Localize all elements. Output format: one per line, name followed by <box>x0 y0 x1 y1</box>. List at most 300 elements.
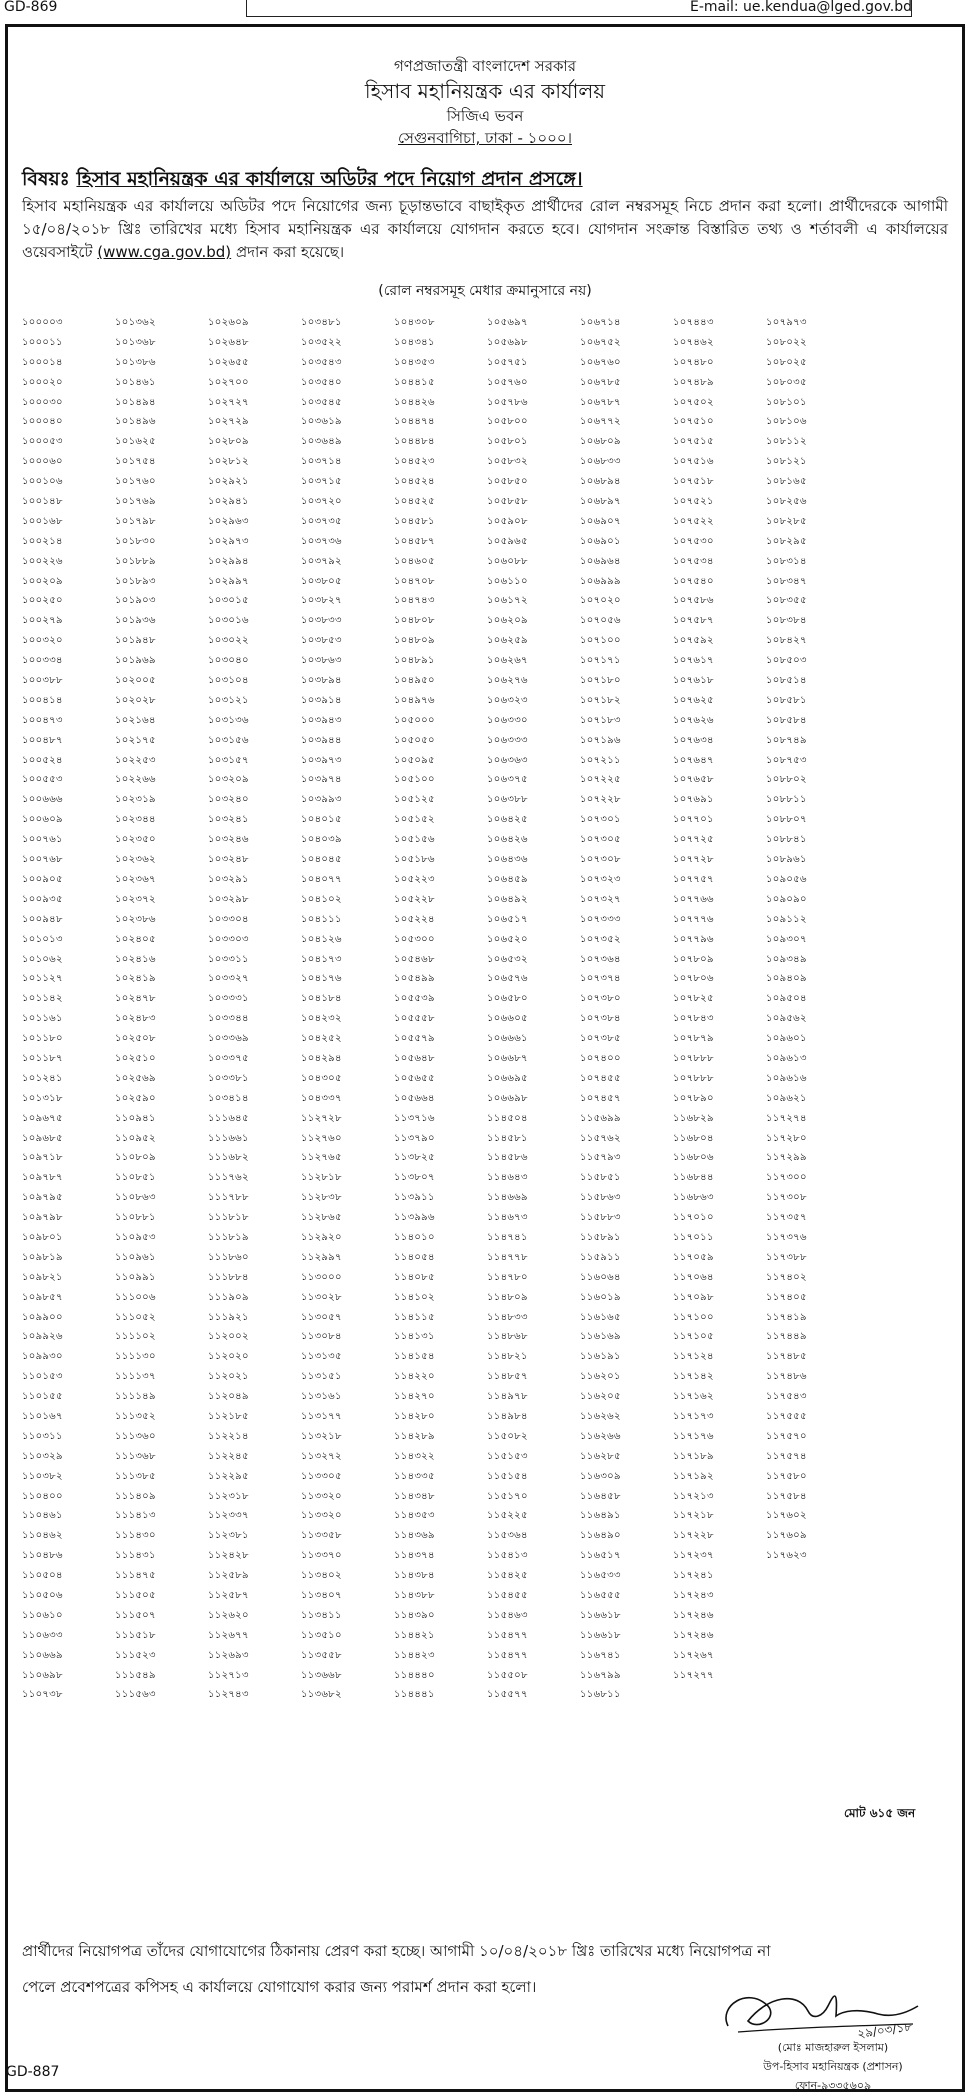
roll-number: ১০৪৮৯১ <box>394 655 435 667</box>
roll-number: ১১৭৩৭৬ <box>766 1231 807 1243</box>
roll-number: ১১১৪১৩ <box>115 1510 156 1522</box>
roll-number: ১০৪০৪৫ <box>301 854 342 866</box>
roll-number: ১১৫১৭০ <box>487 1490 528 1502</box>
roll-number: ১১১৩৬৮ <box>115 1450 156 1462</box>
roll-number: ১০১১২৭ <box>22 973 63 985</box>
roll-number: ১১০৮০৯ <box>115 1152 156 1164</box>
roll-number: ১০৫২২৩ <box>394 873 435 885</box>
roll-number: ১০৭৬৫৮ <box>673 774 714 786</box>
roll-number: ১০০০২০ <box>22 376 63 388</box>
roll-number: ১০০০১৪ <box>22 356 63 368</box>
roll-number: ১০৩৯৯৩ <box>301 794 342 806</box>
roll-number: ১০৬৫৭৬ <box>487 973 528 985</box>
roll-number: ১০৭৬৩৪ <box>673 734 714 746</box>
roll-number: ১০৭১৮২ <box>580 694 621 706</box>
roll-number <box>766 1626 859 1646</box>
roll-number: ১১০৪৬২ <box>22 1530 63 1542</box>
roll-number: ১০৫০৯৫ <box>394 754 435 766</box>
body-paragraph <box>22 195 948 264</box>
roll-number: ১০৭১০০ <box>580 635 621 647</box>
roll-number: ১১২২৪৫ <box>208 1450 249 1462</box>
roll-number: ১০৩৯১৪ <box>301 694 342 706</box>
roll-number: ১১৭২১৩ <box>673 1490 714 1502</box>
roll-number: ১১৩১৩৫ <box>301 1351 342 1363</box>
roll-number: ১০৩৩৩১ <box>208 993 249 1005</box>
roll-number: ১০২৮০৯ <box>208 436 249 448</box>
roll-number: ১০৪৫৮৭ <box>394 535 435 547</box>
roll-number: ১০৭৭০১ <box>673 814 714 826</box>
signature-block <box>708 2002 958 2095</box>
roll-number: ১০৯৫০৪ <box>766 993 807 1005</box>
roll-number: ১০৫৮০১ <box>487 436 528 448</box>
roll-number: ১০৫২২৪ <box>394 913 435 925</box>
roll-number: ১১০৩২৯ <box>22 1450 63 1462</box>
roll-number: ১১৭৫৮০ <box>766 1470 807 1482</box>
roll-number: ১০৩৩০৪ <box>208 913 249 925</box>
roll-number: ১১৭২৪৬ <box>673 1629 714 1641</box>
roll-number: ১০৪৯৫০ <box>394 675 435 687</box>
roll-number: ১০২৪৭৮ <box>115 993 156 1005</box>
roll-number: ১১২৩৮১ <box>208 1530 249 1542</box>
roll-number: ১০৫১৫২ <box>394 814 435 826</box>
roll-number: ১০৪৩৩৭ <box>301 1092 342 1104</box>
roll-number: ১০৮৩৫৫ <box>766 595 807 607</box>
roll-column <box>673 313 766 1705</box>
roll-number: ১১৬১৬৫ <box>580 1311 621 1323</box>
header-address: সেগুনবাগিচা, ঢাকা - ১০০০। <box>397 129 573 147</box>
roll-number: ১১৩৩৭০ <box>301 1550 342 1562</box>
roll-number: ১০০২৭৯ <box>22 615 63 627</box>
roll-number: ১১২৬২০ <box>208 1609 249 1621</box>
roll-number: ১০৪৪১৫ <box>394 376 435 388</box>
roll-number: ১০৭৩৬৪ <box>580 953 621 965</box>
roll-number: ১১৪২৮৯ <box>394 1430 435 1442</box>
roll-number: ১১৭২৪১ <box>673 1570 714 1582</box>
roll-number: ১০২৯৯৭ <box>208 575 249 587</box>
roll-number: ১১৩৬৬৮ <box>301 1669 342 1681</box>
roll-number: ১১৬৭৯৯ <box>580 1669 621 1681</box>
roll-number: ১০৪৫২৪ <box>394 476 435 488</box>
roll-number: ১০২৪১৬ <box>115 953 156 965</box>
roll-number: ১১১৪৩০ <box>115 1530 156 1542</box>
roll-number: ১০২৪১৯ <box>115 973 156 985</box>
roll-number: ১০৭৩০১ <box>580 814 621 826</box>
roll-number: ১০৪২৫২ <box>301 1033 342 1045</box>
roll-number: ১০৬৩৮৮ <box>487 794 528 806</box>
roll-number: ১১৪৯৮৪ <box>487 1410 528 1422</box>
roll-number: ১১৬৩০৯ <box>580 1470 621 1482</box>
roll-number: ১০৪১৭৬ <box>301 973 342 985</box>
roll-number: ১০৫৯০৮ <box>487 515 528 527</box>
roll-number: ১০৬৯৬৪ <box>580 555 621 567</box>
roll-number: ১১৪১১৫ <box>394 1311 435 1323</box>
roll-number: ১০৭৭২৮ <box>673 854 714 866</box>
roll-number: ১১৩৪০২ <box>301 1570 342 1582</box>
roll-number: ১০৭৫৯২ <box>673 635 714 647</box>
roll-number: ১০২৫৬৯ <box>115 1072 156 1084</box>
roll-number: ১০৬১৭২ <box>487 595 528 607</box>
roll-number: ১০১৮৯৩ <box>115 575 156 587</box>
roll-number: ১১৬২৬৬ <box>580 1430 621 1442</box>
roll-number: ১০৭৩২৭ <box>580 893 621 905</box>
roll-number: ১০১১৮৭ <box>22 1052 63 1064</box>
roll-number: ১০৩৩৪৪ <box>208 1013 249 1025</box>
roll-number: ১০৭৩২৩ <box>580 873 621 885</box>
roll-number: ১০৩৮৫৩ <box>301 635 342 647</box>
roll-number: ১০৯৮৫৭ <box>22 1291 63 1303</box>
roll-number: ১০৭৬১৭ <box>673 655 714 667</box>
roll-number: ১০৯৮১৯ <box>22 1251 63 1263</box>
roll-number: ১০৬৩৭৫ <box>487 774 528 786</box>
roll-number: ১০৭১৮০ <box>580 675 621 687</box>
roll-number: ১১৭২৯৯ <box>766 1152 807 1164</box>
roll-number: ১০৮০২৫ <box>766 356 807 368</box>
roll-number: ১০১৭৬৯ <box>115 496 156 508</box>
roll-number: ১০৩৮৯৪ <box>301 675 342 687</box>
roll-number: ১০০৭৬৮ <box>22 854 63 866</box>
order-note: (রোল নম্বরসমূহ মেধার ক্রমানুসারে নয়) <box>378 283 592 299</box>
roll-number: ১১৪১০২ <box>394 1291 435 1303</box>
roll-number: ১০৩৫২২ <box>301 336 342 348</box>
roll-number: ১০৩৩৭৫ <box>208 1052 249 1064</box>
roll-number: ১০২১৭৫ <box>115 734 156 746</box>
header-building: সিজিএ ভবন <box>446 107 524 125</box>
roll-number: ১১৭৫৭৪ <box>766 1450 807 1462</box>
roll-number: ১০২৯৪১ <box>208 496 249 508</box>
roll-number: ১০১৩৬২ <box>115 317 156 328</box>
roll-number: ১১৪২২০ <box>394 1371 435 1383</box>
roll-number: ১০১৩১৮ <box>22 1092 63 1104</box>
roll-number: ১০৯৩৪৯ <box>766 953 807 965</box>
roll-number: ১০৪৫২৩ <box>394 456 435 468</box>
roll-number: ১০৩২৯৮ <box>208 893 249 905</box>
roll-number: ১১৪০১০ <box>394 1231 435 1243</box>
roll-number: ১০১৭৬০ <box>115 476 156 488</box>
roll-number: ১১৩৫৫৮ <box>301 1649 342 1661</box>
roll-number: ১১৪৩২২ <box>394 1450 435 1462</box>
roll-number: ১০১৬২৫ <box>115 436 156 448</box>
roll-number: ১০৩৮২৭ <box>301 595 342 607</box>
subject-label: বিষয়ঃ <box>22 168 70 190</box>
roll-number: ১০৭৫০২ <box>673 396 714 408</box>
roll-number: ১১৭৪১৯ <box>766 1311 807 1323</box>
roll-number: ১০৯৯৩০ <box>22 1351 63 1363</box>
roll-number: ১১৩৮২৫ <box>394 1152 435 1164</box>
subject-text: হিসাব মহানিয়ন্ত্রক এর কার্যালয়ে অডিটর পদে নিয়োগ প্রদান প্রসঙ্গে। <box>76 168 583 190</box>
roll-column <box>394 313 487 1705</box>
roll-number: ১০০৪৭৩ <box>22 714 63 726</box>
roll-number: ১০৭২২৫ <box>580 774 621 786</box>
roll-number: ১০৮৫৮৪ <box>766 714 807 726</box>
roll-number: ১০১৪৯৬ <box>115 416 156 428</box>
roll-number: ১০৮৮০৭ <box>766 814 807 826</box>
roll-number: ১১৭২২৮ <box>673 1530 714 1542</box>
roll-number: ১১২৮৬৫ <box>301 1212 342 1224</box>
roll-number: ১১৫৯১১ <box>580 1251 621 1263</box>
roll-number: ১০৪২৩২ <box>301 1013 342 1025</box>
roll-number: ১০৩৮৩৩ <box>301 615 342 627</box>
roll-number: ১০৮২৮৫ <box>766 515 807 527</box>
roll-number: ১০৫৮০০ <box>487 416 528 428</box>
roll-number: ১০১৩৮৬ <box>115 356 156 368</box>
roll-number <box>766 1606 859 1626</box>
roll-number: ১০৬৯০১ <box>580 535 621 547</box>
roll-number: ১১৭২৪৩ <box>673 1590 714 1601</box>
header-office: হিসাব মহানিয়ন্ত্রক এর কার্যালয় <box>364 79 606 103</box>
roll-number: ১০৭০৫৬ <box>580 615 621 627</box>
roll-number: ১১১৮৮৪ <box>208 1271 249 1283</box>
roll-number: ১১১৪০৯ <box>115 1490 156 1502</box>
roll-number: ১১৩৯১১ <box>394 1192 435 1204</box>
roll-number: ১১৩২১৮ <box>301 1430 342 1442</box>
roll-number: ১০৫১০০ <box>394 774 435 786</box>
roll-number: ১০৮২৫৬ <box>766 496 807 508</box>
footer-line-2: পেলে প্রবেশপত্রের কপিসহ এ কার্যালয়ে যোগাযোগ করার জন্য পরামর্শ প্রদান করা হলো। <box>22 1978 537 1996</box>
roll-number: ১১০৮৬৩ <box>115 1192 156 1204</box>
roll-number: ১০৪১০২ <box>301 893 342 905</box>
roll-number: ১০২১৬৪ <box>115 714 156 726</box>
roll-number: ১১৪১৫৪ <box>394 1351 435 1363</box>
roll-number: ১১৭৩৫৭ <box>766 1212 807 1224</box>
roll-number: ১০৭৫১৮ <box>673 476 714 488</box>
roll-number: ১১৭২৭৭ <box>673 1669 714 1681</box>
roll-number: ১০৯০৯০ <box>766 893 807 905</box>
roll-number: ১০০৩৮৮ <box>22 675 63 687</box>
roll-number: ১০২৫৯০ <box>115 1092 156 1104</box>
roll-number: ১১৭৬০২ <box>766 1510 807 1522</box>
roll-number: ১০১৯৪৮ <box>115 635 156 647</box>
roll-number: ১০৭৮৯০ <box>673 1092 714 1104</box>
roll-number: ১০৩৯৭৩ <box>301 754 342 766</box>
roll-number: ১০৬৫৮০ <box>487 993 528 1005</box>
roll-number: ১০০০৬০ <box>22 456 63 468</box>
roll-number: ১১৭১৬২ <box>673 1391 714 1403</box>
roll-number: ১১৪৩৮৮ <box>394 1590 435 1601</box>
roll-number: ১০৫১৫৬ <box>394 834 435 846</box>
roll-number: ১০৩০২২ <box>208 635 249 647</box>
roll-number: ১০১৯৩৬ <box>115 615 156 627</box>
bottom-document-code: GD-887 <box>6 2064 60 2080</box>
roll-number: ১১৫৮৫১ <box>580 1172 621 1184</box>
roll-number: ১০০০১১ <box>22 336 63 348</box>
roll-number: ১১১৫৪৯ <box>115 1669 156 1681</box>
roll-number: ১১০৩৮২ <box>22 1470 63 1482</box>
roll-number: ১০৯৯২৬ <box>22 1331 63 1343</box>
roll-number: ১০৯৬২১ <box>766 1092 807 1104</box>
roll-number: ১০৮১০১ <box>766 396 807 408</box>
roll-number: ১০২৭২৭ <box>208 396 249 408</box>
roll-number: ১০৯৯০০ <box>22 1311 63 1323</box>
roll-number: ১০৫৫৫৮ <box>394 1013 435 1025</box>
roll-column <box>22 313 115 1705</box>
roll-number: ১০৮৫৮১ <box>766 694 807 706</box>
roll-number: ১০৩০১৬ <box>208 615 249 627</box>
roll-number: ১০৭৭৯৬ <box>673 933 714 945</box>
roll-number: ১১৫০৮২ <box>487 1430 528 1442</box>
roll-number: ১০৮৫০৩ <box>766 655 807 667</box>
roll-number: ১০২০২৮ <box>115 694 156 706</box>
roll-number: ১০৭৬৯১ <box>673 794 714 806</box>
website-link[interactable]: (www.cga.gov.bd) <box>97 243 232 261</box>
roll-number: ১০১৩৬৮ <box>115 336 156 348</box>
roll-number: ১০৩০৪০ <box>208 655 249 667</box>
roll-number: ১১৫৮৯১ <box>580 1231 621 1243</box>
roll-number: ১০৭২২৮ <box>580 794 621 806</box>
roll-number: ১০৯৬১৩ <box>766 1052 807 1064</box>
roll-number: ১০৬৯০৭ <box>580 515 621 527</box>
roll-number: ১১৩০৮৪ <box>301 1331 342 1343</box>
roll-number: ১১০১৬৭ <box>22 1410 63 1422</box>
roll-number: ১১৬২৬২ <box>580 1410 621 1422</box>
roll-number: ১০০৯৪৮ <box>22 913 63 925</box>
roll-column <box>208 313 301 1705</box>
roll-number: ১১১৩৫২ <box>115 1410 156 1422</box>
roll-number: ১০৬৭৫২ <box>580 336 621 348</box>
roll-number: ১০২২৫৩ <box>115 754 156 766</box>
roll-number: ১০৯৬১৬ <box>766 1072 807 1084</box>
roll-number: ১১১৫২৩ <box>115 1649 156 1661</box>
roll-number: ১০০৪৮৭ <box>22 734 63 746</box>
roll-number: ১০৮০৩৫ <box>766 376 807 388</box>
roll-number: ১০২৫০৮ <box>115 1033 156 1045</box>
roll-number: ১১৪৬৬৯ <box>487 1192 528 1204</box>
roll-number: ১১৪০৫৪ <box>394 1251 435 1263</box>
roll-number: ১০২৬০৯ <box>208 317 249 328</box>
roll-number: ১১৪৯৭৮ <box>487 1391 528 1403</box>
roll-number: ১০৭৫২১ <box>673 496 714 508</box>
roll-number: ১০০৯০৫ <box>22 873 63 885</box>
roll-number: ১০৭১৭১ <box>580 655 621 667</box>
roll-number <box>766 1685 859 1705</box>
roll-number: ১০৩১৫৬ <box>208 734 249 746</box>
signatory-phone: ফোন-৯৩৩৫৬০৯ <box>794 2079 872 2092</box>
roll-number: ১১৩১৭৭ <box>301 1410 342 1422</box>
roll-number: ১১২৭৪৩ <box>208 1689 249 1701</box>
roll-number: ১০৩৪৮১ <box>301 317 342 328</box>
roll-number: ১১১৪৩১ <box>115 1550 156 1562</box>
roll-number: ১১০১৫৫ <box>22 1391 63 1403</box>
roll-number: ১১৭৬০৯ <box>766 1530 807 1542</box>
roll-number: ১১৬৫৩৩ <box>580 1570 621 1582</box>
roll-number: ১১৪৩৩৫ <box>394 1470 435 1482</box>
roll-number: ১০২৬৫৫ <box>208 356 249 368</box>
roll-number: ১০৯৪০৯ <box>766 973 807 985</box>
roll-number: ১০৭৬২৬ <box>673 714 714 726</box>
roll-number: ১০১৯০৩ <box>115 595 156 607</box>
roll-number: ১১৪৬৭৩ <box>487 1212 528 1224</box>
roll-number: ১১১০৫২ <box>115 1311 156 1323</box>
roll-number: ১০৩৭৩৫ <box>301 515 342 527</box>
roll-number: ১১৫৪৬৩ <box>487 1609 528 1621</box>
roll-number: ১১২৯২০ <box>301 1231 342 1243</box>
roll-number: ১০৩৭১৪ <box>301 456 342 468</box>
roll-number: ১১৪০৮৫ <box>394 1271 435 1283</box>
roll-number: ১০৩৩৬৯ <box>208 1033 249 1045</box>
roll-number: ১০৭৩৩৩ <box>580 913 621 925</box>
roll-number: ১১৩৪১১ <box>301 1609 342 1621</box>
roll-number: ১১০১৫৩ <box>22 1371 63 1383</box>
roll-number: ১১০৬৯৮ <box>22 1669 63 1681</box>
roll-column <box>766 313 859 1705</box>
roll-number: ১০১১৪২ <box>22 993 63 1005</box>
roll-number: ১০০০০৩ <box>22 317 63 328</box>
roll-number: ১০৮৮৪১ <box>766 834 807 846</box>
roll-number: ১০৩৬৪৯ <box>301 436 342 448</box>
roll-number: ১১৬৮২৯ <box>673 1112 714 1124</box>
roll-number: ১০২৯৯৪ <box>208 555 249 567</box>
roll-number: ১১৬৪৫৮ <box>580 1490 621 1502</box>
roll-number: ১১৫৬৯৯ <box>580 1112 621 1124</box>
roll-number: ১১৪৪৪১ <box>394 1689 435 1701</box>
roll-number: ১০৬৩২৩ <box>487 694 528 706</box>
roll-number: ১০৯৩০৭ <box>766 933 807 945</box>
roll-number: ১০৮৮০২ <box>766 774 807 786</box>
roll-number: ১১৭০৬৪ <box>673 1271 714 1283</box>
roll-number: ১০৭৮৮৮ <box>673 1052 714 1064</box>
roll-number: ১১৬৮৬৩ <box>673 1192 714 1204</box>
roll-number: ১০৪১২৬ <box>301 933 342 945</box>
roll-number: ১০৩৮০৫ <box>301 575 342 587</box>
roll-number: ১১৭৪০২ <box>766 1271 807 1283</box>
roll-number: ১০৩৫৪৫ <box>301 396 342 408</box>
roll-number: ১১১৩৮৫ <box>115 1470 156 1482</box>
roll-number: ১১৫৭৬২ <box>580 1132 621 1144</box>
roll-number: ১০৮১২১ <box>766 456 807 468</box>
roll-number: ১০২৯৭৩ <box>208 535 249 547</box>
roll-number: ১০৭৫৩০ <box>673 535 714 547</box>
roll-number: ১১১৪৭৫ <box>115 1570 156 1582</box>
roll-number: ১১৭২৩৭ <box>673 1550 714 1562</box>
roll-number: ১১৭২৭৪ <box>766 1112 807 1124</box>
roll-number: ১১০৯৬১ <box>115 1251 156 1263</box>
roll-number: ১১২৭১৩ <box>208 1669 249 1681</box>
roll-number: ১১৩১৫১ <box>301 1371 342 1383</box>
roll-number: ১১৫১৫৩ <box>487 1450 528 1462</box>
roll-number: ১০৯১১২ <box>766 913 807 925</box>
roll-number: ১০৫০০০ <box>394 714 435 726</box>
roll-number: ১০০১৬৮ <box>22 515 63 527</box>
roll-number: ১০৩৯৪৩ <box>301 714 342 726</box>
roll-number: ১১৩৩৫৮ <box>301 1530 342 1542</box>
top-strip <box>0 0 968 20</box>
roll-number: ১১৭৩৮৮ <box>766 1251 807 1263</box>
roll-number: ১০৭৫৪০ <box>673 575 714 587</box>
roll-number: ১০২৩৮৬ <box>115 913 156 925</box>
roll-number: ১০৪৩৪১ <box>394 336 435 348</box>
roll-number: ১১৭৫৮৪ <box>766 1490 807 1502</box>
roll-number: ১০৫৩০০ <box>394 933 435 945</box>
roll-number: ১১০৪০০ <box>22 1490 63 1502</box>
roll-number: ১১৭০৯৮ <box>673 1291 714 1303</box>
roll-number: ১১২৪২৮ <box>208 1550 249 1562</box>
body-text-part1: হিসাব মহানিয়ন্ত্রক এর কার্যালয়ে অডিটর পদে নিয়োগের জন্য চূড়ান্তভাবে বাছাইকৃত প্রার্থীদের রোল নম্বরসমূহ নিচে প্রদান করা হলো। প্রার্থীদেরকে আগামী ১৫/০৪/২০১৮ খ্রিঃ তারিখের মধ্যে হিসাব মহানিয়ন্ত্রক এর কার্যালয়ে যোগদান করতে হবে। যোগদান সংক্রান্ত বিস্তারিত তথ্য ও শর্তাবলী এ কার্যালয়ের ওয়েবসাইটে <box>22 197 948 261</box>
signature-date: ২৯/০৩/১৮ <box>856 2019 913 2041</box>
roll-number: ১১৪২৭০ <box>394 1391 435 1403</box>
roll-number <box>766 1566 859 1586</box>
roll-number: ১০৬০৮৮ <box>487 555 528 567</box>
roll-number: ১০৩৬১৯ <box>301 416 342 428</box>
roll-number: ১০৭৩৭৪ <box>580 973 621 985</box>
roll-number: ১০৩৫৪০ <box>301 376 342 388</box>
roll-number: ১০৩৭৯২ <box>301 555 342 567</box>
roll-number: ১০৭৯৭৩ <box>766 317 807 328</box>
roll-number: ১০৭৮০৯ <box>673 953 714 965</box>
roll-number: ১০৪২৯৪ <box>301 1052 342 1064</box>
roll-number: ১০৩০১৫ <box>208 595 249 607</box>
roll-number: ১০৭৮৭৯ <box>673 1033 714 1045</box>
roll-number: ১০৩১৩৬ <box>208 714 249 726</box>
roll-number: ১০৪০১৫ <box>301 814 342 826</box>
